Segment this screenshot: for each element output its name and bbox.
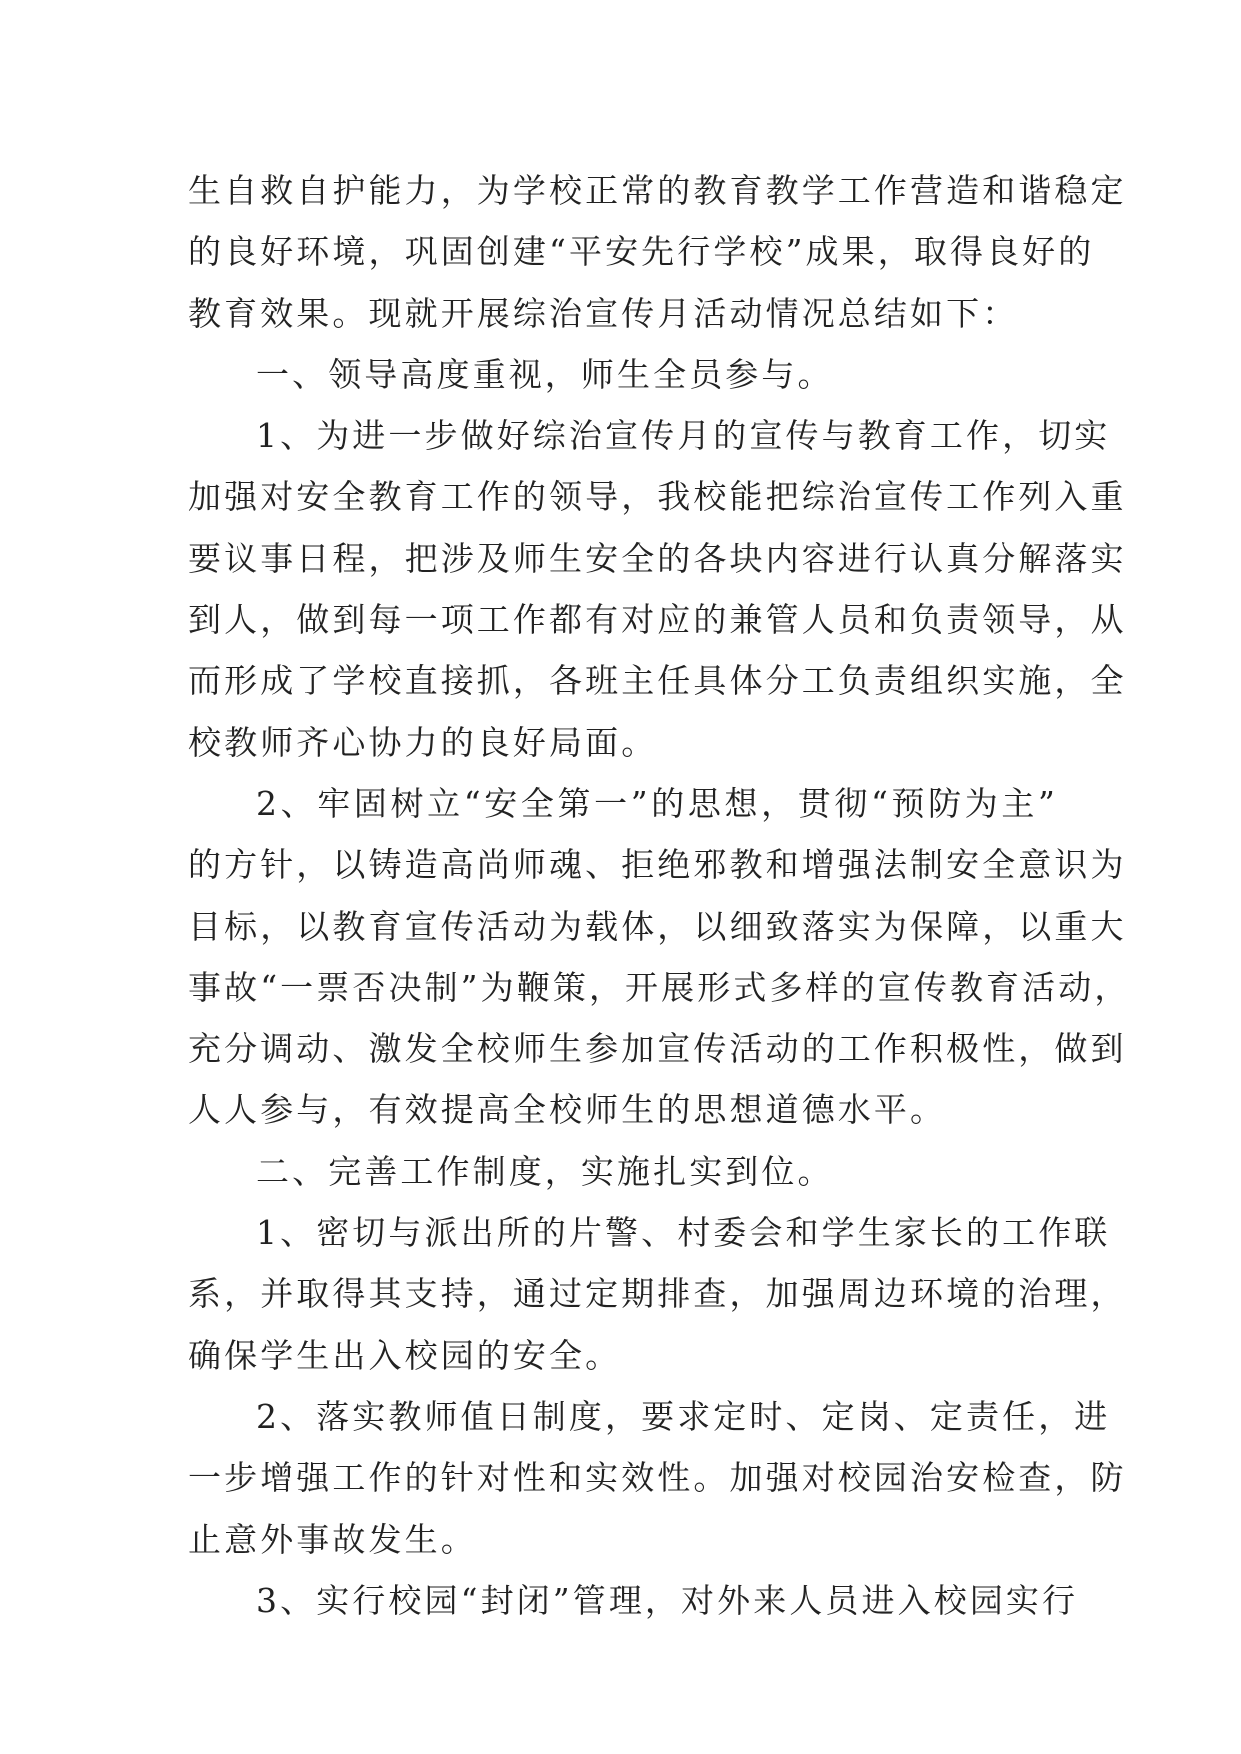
text-line: 的良好环境，巩固创建“平安先行学校”成果，取得良好的 — [188, 232, 1095, 272]
text-line: 3、实行校园“封闭”管理，对外来人员进入校园实行 — [256, 1580, 1079, 1620]
text-line: 1、为进一步做好综治宣传月的宣传与教育工作，切实 — [256, 416, 1111, 456]
text-line: 目标，以教育宣传活动为载体，以细致落实为保障，以重大 — [188, 906, 1127, 946]
text-line: 生自救自护能力，为学校正常的教育教学工作营造和谐稳定 — [188, 171, 1127, 210]
text-line: 2、牢固树立“安全第一”的思想，贯彻“预防为主” — [256, 783, 1058, 823]
section-heading: 一、领导高度重视，师生全员参与。 — [256, 354, 834, 394]
text-line: 事故“一票否决制”为鞭策，开展形式多样的宣传教育活动， — [188, 967, 1131, 1007]
text-line: 要议事日程，把涉及师生安全的各块内容进行认真分解落实 — [188, 538, 1127, 578]
text-line: 到人，做到每一项工作都有对应的兼管人员和负责领导，从 — [188, 600, 1127, 640]
section-heading: 二、完善工作制度，实施扎实到位。 — [256, 1151, 834, 1191]
text-line: 充分调动、激发全校师生参加宣传活动的工作积极性，做到 — [188, 1029, 1127, 1069]
text-line: 校教师齐心协力的良好局面。 — [188, 722, 658, 762]
text-line: 的方针，以铸造高尚师魂、拒绝邪教和增强法制安全意识为 — [188, 845, 1127, 885]
text-line: 一步增强工作的针对性和实效性。加强对校园治安检查，防 — [188, 1458, 1127, 1498]
text-line: 系，并取得其支持，通过定期排查，加强周边环境的治理， — [188, 1274, 1127, 1314]
text-line: 人人参与，有效提高全校师生的思想道德水平。 — [188, 1090, 947, 1130]
text-line: 止意外事故发生。 — [188, 1519, 477, 1559]
text-line: 2、落实教师值日制度，要求定时、定岗、定责任，进 — [256, 1396, 1111, 1436]
text-line: 加强对安全教育工作的领导，我校能把综治宣传工作列入重 — [188, 477, 1127, 517]
text-line: 而形成了学校直接抓，各班主任具体分工负责组织实施，全 — [188, 661, 1127, 701]
text-line: 教育效果。现就开展综治宣传月活动情况总结如下： — [188, 293, 1019, 333]
text-line: 1、密切与派出所的片警、村委会和学生家长的工作联 — [256, 1213, 1111, 1253]
document-body — [188, 160, 1131, 1631]
text-line: 确保学生出入校园的安全。 — [188, 1335, 622, 1375]
